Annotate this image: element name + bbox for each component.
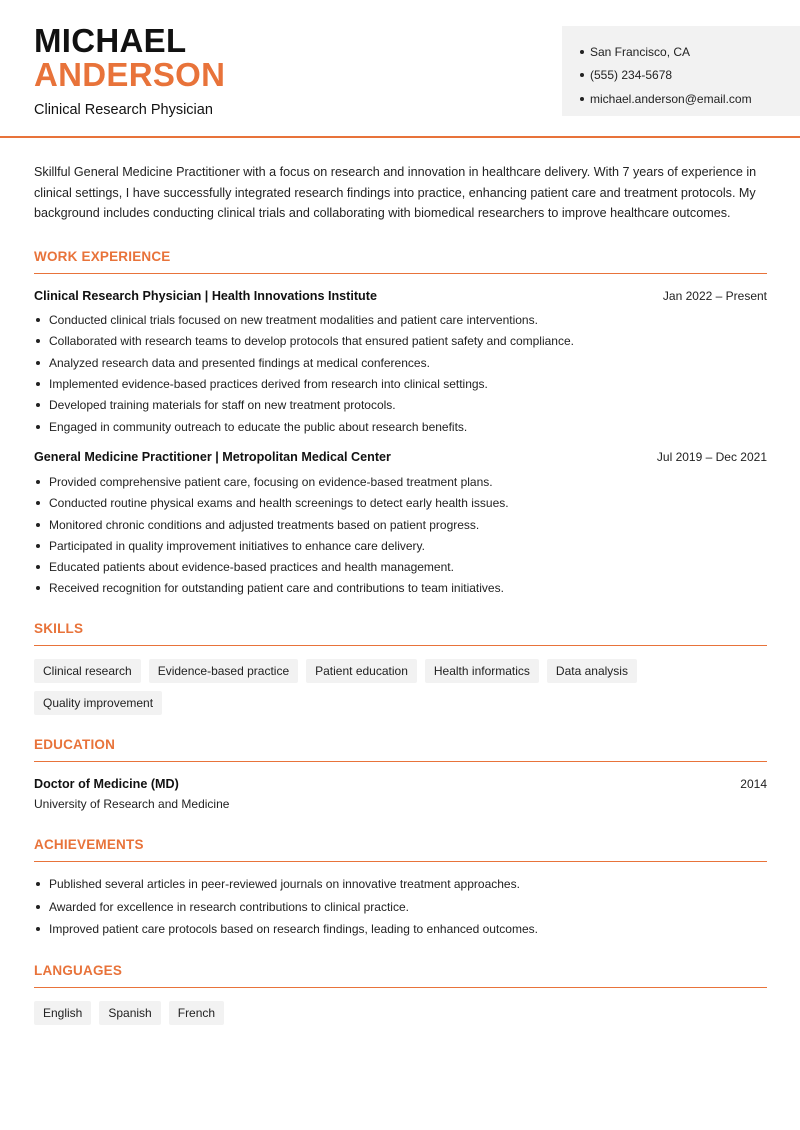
list-item bbox=[34, 416, 767, 437]
bullet-text: Published several articles in peer-reviewed journals on innovative treatment approaches. bbox=[49, 877, 520, 892]
job-bullets bbox=[34, 310, 767, 438]
bullet-icon bbox=[36, 403, 40, 407]
job-entry bbox=[34, 450, 767, 599]
bullet-icon bbox=[36, 361, 40, 365]
bullet-text: Implemented evidence-based practices derived from research into clinical settings. bbox=[49, 377, 488, 392]
job-title: Clinical Research Physician bbox=[34, 102, 213, 118]
skill-tag: Patient education bbox=[306, 659, 417, 683]
bullet-text: Monitored chronic conditions and adjusted treatments based on patient progress. bbox=[49, 517, 480, 532]
list-item bbox=[34, 556, 767, 577]
bullet-text: Conducted routine physical exams and health screenings to detect early health issues. bbox=[49, 496, 509, 511]
list-item bbox=[34, 535, 767, 556]
job-role: General Medicine Practitioner | Metropolitan Medical Center bbox=[34, 450, 391, 465]
skill-tag: Evidence-based practice bbox=[149, 659, 298, 683]
bullet-icon bbox=[580, 73, 584, 77]
skill-tag: Health informatics bbox=[425, 659, 539, 683]
job-dates: Jan 2022 – Present bbox=[662, 288, 767, 303]
bullet-text: Analyzed research data and presented findings at medical conferences. bbox=[49, 355, 430, 370]
bullet-text: Received recognition for outstanding patient care and contributions to team initiatives. bbox=[49, 581, 504, 596]
section-title-education: EDUCATION bbox=[34, 737, 767, 762]
list-item bbox=[34, 918, 767, 941]
bullet-icon bbox=[36, 523, 40, 527]
bullet-text: Improved patient care protocols based on research findings, leading to enhanced outcomes. bbox=[49, 922, 538, 937]
section-title-skills: SKILLS bbox=[34, 621, 767, 646]
list-item bbox=[34, 310, 767, 331]
skill-tag: Clinical research bbox=[34, 659, 141, 683]
bullet-icon bbox=[36, 382, 40, 386]
name-block bbox=[34, 24, 225, 118]
bullet-icon bbox=[36, 501, 40, 505]
list-item bbox=[34, 578, 767, 599]
first-name: MICHAEL bbox=[34, 22, 187, 59]
languages-list bbox=[34, 1001, 767, 1025]
bullet-icon bbox=[36, 425, 40, 429]
degree: Doctor of Medicine (MD) bbox=[34, 777, 179, 792]
list-item bbox=[34, 873, 767, 896]
bullet-text: Collaborated with research teams to develop protocols that ensured patient safety and compliance. bbox=[49, 334, 574, 349]
bullet-icon bbox=[36, 544, 40, 548]
skill-tag: Data analysis bbox=[547, 659, 637, 683]
bullet-icon bbox=[36, 586, 40, 590]
resume-header bbox=[0, 0, 800, 138]
bullet-icon bbox=[580, 97, 584, 101]
phone-text: (555) 234-5678 bbox=[590, 68, 673, 83]
bullet-text: Awarded for excellence in research contributions to clinical practice. bbox=[49, 899, 409, 914]
school: University of Research and Medicine bbox=[34, 797, 230, 812]
skill-tag: Quality improvement bbox=[34, 691, 162, 715]
job-bullets bbox=[34, 471, 767, 599]
bullet-text: Participated in quality improvement initiatives to enhance care delivery. bbox=[49, 538, 425, 553]
graduation-year: 2014 bbox=[740, 777, 767, 792]
bullet-text: Educated patients about evidence-based practices and health management. bbox=[49, 560, 454, 575]
list-item bbox=[34, 896, 767, 919]
bullet-icon bbox=[36, 480, 40, 484]
bullet-text: Conducted clinical trials focused on new treatment modalities and patient care interventions. bbox=[49, 313, 538, 328]
contact-box bbox=[562, 26, 800, 116]
bullet-icon bbox=[36, 882, 40, 886]
bullet-text: Engaged in community outreach to educate the public about research benefits. bbox=[49, 419, 468, 434]
bullet-text: Provided comprehensive patient care, focusing on evidence-based treatment plans. bbox=[49, 474, 493, 489]
list-item bbox=[34, 352, 767, 373]
last-name: ANDERSON bbox=[34, 56, 226, 93]
bullet-icon bbox=[36, 565, 40, 569]
list-item bbox=[34, 395, 767, 416]
list-item bbox=[34, 331, 767, 352]
contact-phone bbox=[580, 64, 800, 88]
email-text: michael.anderson@email.com bbox=[590, 91, 752, 106]
bullet-text: Developed training materials for staff on new treatment protocols. bbox=[49, 398, 396, 413]
section-title-achievements: ACHIEVEMENTS bbox=[34, 837, 767, 862]
bullet-icon bbox=[36, 339, 40, 343]
language-tag: Spanish bbox=[99, 1001, 160, 1025]
bullet-icon bbox=[580, 50, 584, 54]
list-item bbox=[34, 471, 767, 492]
contact-location bbox=[580, 40, 800, 64]
job-entry bbox=[34, 289, 767, 438]
location-text: San Francisco, CA bbox=[590, 44, 691, 59]
resume-body bbox=[34, 162, 767, 1025]
bullet-icon bbox=[36, 905, 40, 909]
achievements-list bbox=[34, 873, 767, 941]
list-item bbox=[34, 373, 767, 394]
section-title-languages: LANGUAGES bbox=[34, 963, 767, 988]
skills-list bbox=[34, 659, 767, 715]
language-tag: English bbox=[34, 1001, 91, 1025]
education-entry bbox=[34, 777, 767, 811]
section-title-work: WORK EXPERIENCE bbox=[34, 249, 767, 274]
language-tag: French bbox=[169, 1001, 224, 1025]
list-item bbox=[34, 514, 767, 535]
job-dates: Jul 2019 – Dec 2021 bbox=[656, 450, 767, 465]
list-item bbox=[34, 493, 767, 514]
job-role: Clinical Research Physician | Health Innovations Institute bbox=[34, 288, 377, 303]
contact-email bbox=[580, 87, 800, 111]
bullet-icon bbox=[36, 927, 40, 931]
bullet-icon bbox=[36, 318, 40, 322]
summary: Skillful General Medicine Practitioner with a focus on research and innovation in healthcare delivery. With 7 years of experience in clinical settings, I have successfully integrated research findings into practice, enhancing patient care and treatment protocols. My background includes conducting clinical trials and collaborating with biomedical researchers to improve healthcare outcomes. bbox=[34, 165, 757, 220]
